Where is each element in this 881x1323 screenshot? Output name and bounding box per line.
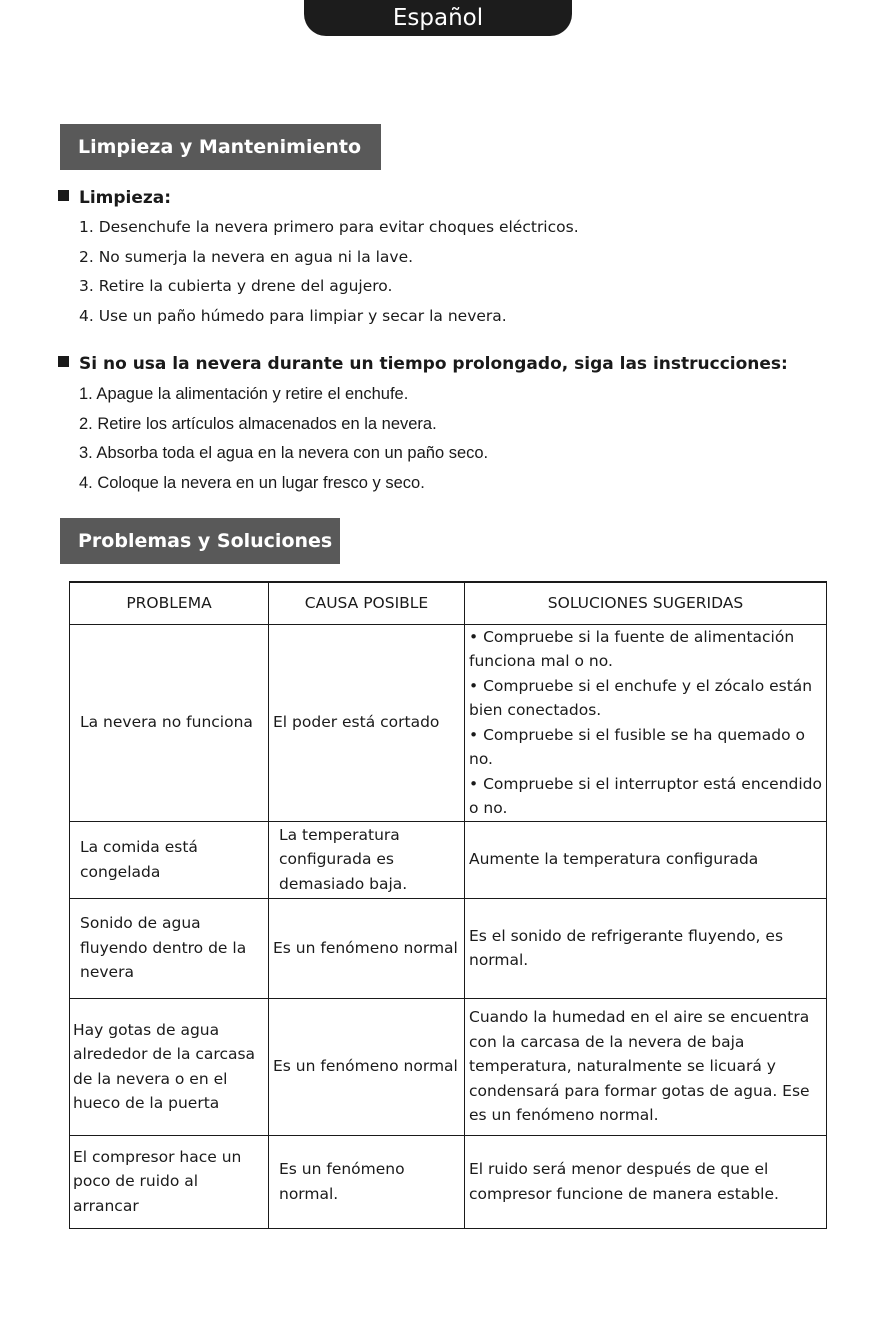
- solution-item: • Compruebe si el fusible se ha quemado o no.: [469, 725, 806, 768]
- column-header-cause: CAUSA POSIBLE: [269, 582, 465, 624]
- solution-item: • Compruebe si el interruptor está encendido o no.: [469, 774, 822, 817]
- cleaning-heading-text: Limpieza: [79, 188, 165, 208]
- solutions-cell: [465, 1135, 827, 1228]
- troubleshooting-table: [69, 581, 827, 1229]
- list-item: 2. Retire los artículos almacenados en la nevera.: [79, 414, 437, 433]
- cause-cell: Es un fenómeno normal.: [269, 1135, 465, 1228]
- storage-steps-list: [79, 380, 488, 498]
- problem-cell: La nevera no funciona: [70, 624, 269, 821]
- solutions-cell: [465, 998, 827, 1135]
- solution-item: • Compruebe si la fuente de alimentación funciona mal o no.: [469, 627, 795, 670]
- problems-solutions-header: Problemas y Soluciones: [60, 518, 340, 564]
- list-item: 4. Coloque la nevera en un lugar fresco y seco.: [79, 473, 425, 492]
- cleaning-heading: [58, 186, 171, 210]
- square-bullet-icon: [58, 190, 69, 201]
- solution-item: El ruido será menor después de que el compresor funcione de manera estable.: [469, 1160, 779, 1203]
- square-bullet-icon: [58, 356, 69, 367]
- table-row: [70, 624, 827, 821]
- solution-item: • Compruebe si el enchufe y el zócalo están bien conectados.: [469, 676, 813, 719]
- solution-item: Cuando la humedad en el aire se encuentra con la carcasa de la nevera de baja temperatura, naturalmente se licuará y condensará para formar gotas de agua. Ese es un fenómeno normal.: [469, 1008, 810, 1125]
- list-item: 2. No sumerja la nevera en agua ni la lave.: [79, 247, 414, 266]
- language-tab: Español: [304, 0, 572, 36]
- table-row: [70, 1135, 827, 1228]
- solution-item: Es el sonido de refrigerante fluyendo, es normal.: [469, 926, 784, 969]
- solutions-cell: [465, 898, 827, 998]
- problem-cell: La comida está congelada: [70, 821, 269, 898]
- list-item: 1. Desenchufe la nevera primero para evitar choques eléctricos.: [79, 218, 579, 236]
- solution-item: Aumente la temperatura configurada: [469, 850, 759, 869]
- column-header-solutions: SOLUCIONES SUGERIDAS: [465, 582, 827, 624]
- list-item: 4. Use un paño húmedo para limpiar y secar la nevera.: [79, 306, 507, 325]
- cleaning-steps-list: [79, 213, 579, 331]
- cleaning-heading-colon: :: [164, 188, 172, 208]
- storage-heading: [58, 352, 788, 376]
- problem-cell: El compresor hace un poco de ruido al arrancar: [70, 1135, 269, 1228]
- table-header-row: [70, 582, 827, 624]
- table-row: [70, 898, 827, 998]
- list-item: 3. Retire la cubierta y drene del agujero.: [79, 277, 393, 295]
- cleaning-maintenance-header: Limpieza y Mantenimiento: [60, 124, 381, 170]
- table-row: [70, 821, 827, 898]
- storage-heading-text: Si no usa la nevera durante un tiempo prolongado, siga las instrucciones:: [79, 354, 788, 374]
- cause-cell: La temperatura configurada es demasiado baja.: [269, 821, 465, 898]
- table-row: [70, 998, 827, 1135]
- solutions-cell: [465, 821, 827, 898]
- list-item: 1. Apague la alimentación y retire el enchufe.: [79, 385, 409, 403]
- cause-cell: El poder está cortado: [269, 624, 465, 821]
- solutions-cell: [465, 624, 827, 821]
- column-header-problem: PROBLEMA: [70, 582, 269, 624]
- cause-cell: Es un fenómeno normal: [269, 998, 465, 1135]
- problem-cell: Hay gotas de agua alrededor de la carcasa de la nevera o en el hueco de la puerta: [70, 998, 269, 1135]
- list-item: 3. Absorba toda el agua en la nevera con un paño seco.: [79, 444, 489, 462]
- cause-cell: Es un fenómeno normal: [269, 898, 465, 998]
- problem-cell: Sonido de agua fluyendo dentro de la nevera: [70, 898, 269, 998]
